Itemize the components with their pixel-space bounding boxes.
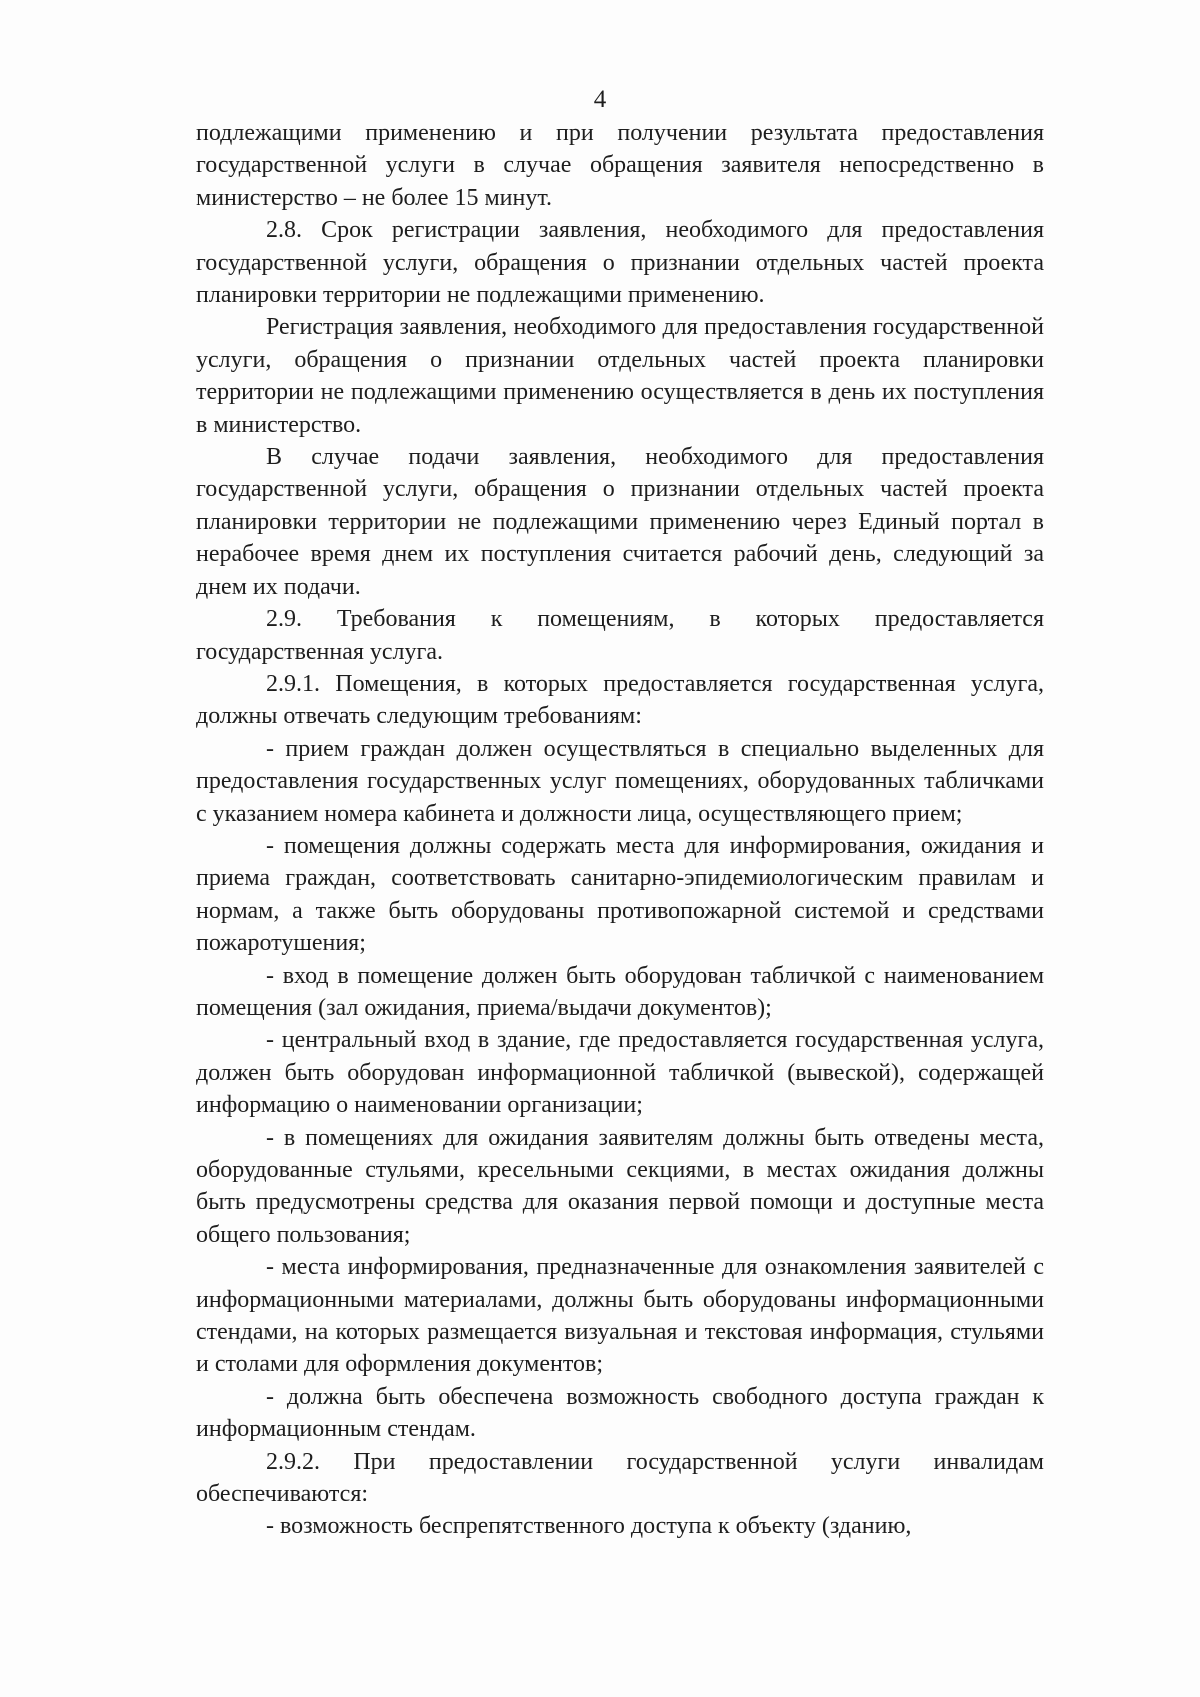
document-body xyxy=(196,117,1044,1543)
list-item: - возможность беспрепятственного доступа к объекту (зданию, xyxy=(266,1513,912,1540)
list-item: - места информирования, предназначенные для ознакомления заявителей с информационными материалами, должны быть оборудованы информационными стендами, на которых размещается визуальная и текстовая информация, стульями и столами для оформления документов; xyxy=(196,1254,1044,1378)
paragraph-2-9-1: 2.9.1. Помещения, в которых предоставляется государственная услуга, должны отвечать следующим требованиям: xyxy=(196,670,1044,730)
paragraph-continuation: подлежащими применению и при получении результата предоставления государственной услуги в случае обращения заявителя непосредственно в министерство – не более 15 минут. xyxy=(196,120,1044,211)
page-number: 4 xyxy=(593,86,607,113)
paragraph-single-portal: В случае подачи заявления, необходимого для предоставления государственной услуги, обращения о признании отдельных частей проекта планировки территории не подлежащими применению через Единый портал в нерабочее время днем их поступления считается рабочий день, следующий за днем их подачи. xyxy=(196,444,1044,600)
paragraph-2-8: 2.8. Срок регистрации заявления, необходимого для предоставления государственной услуги, обращения о признании отдельных частей проекта планировки территории не подлежащими применению. xyxy=(196,217,1044,309)
list-item: - должна быть обеспечена возможность свободного доступа граждан к информационным стендам. xyxy=(196,1383,1044,1443)
list-item: - в помещениях для ожидания заявителям должны быть отведены места, оборудованные стульями, кресельными секциями, в местах ожидания должны быть предусмотрены средства для оказания первой помощи и доступные места общего пользования; xyxy=(196,1124,1044,1248)
paragraph-2-9: 2.9. Требования к помещениям, в которых предоставляется государственная услуга. xyxy=(196,606,1044,665)
list-item: - прием граждан должен осуществляться в специально выделенных для предоставления государственных услуг помещениях, оборудованных табличками с указанием номера кабинета и должности лица, осуществляющего прием; xyxy=(196,735,1044,827)
list-item: - центральный вход в здание, где предоставляется государственная услуга, должен быть оборудован информационной табличкой (вывеской), содержащей информацию о наименовании организации; xyxy=(196,1027,1044,1119)
list-item: - вход в помещение должен быть оборудован табличкой с наименованием помещения (зал ожидания, приема/выдачи документов); xyxy=(196,962,1044,1021)
list-item: - помещения должны содержать места для информирования, ожидания и приема граждан, соответствовать санитарно-эпидемиологическим правилам и нормам, а также быть оборудованы противопожарной системой и средствами пожаротушения; xyxy=(196,832,1044,957)
paragraph-2-9-2: 2.9.2. При предоставлении государственной услуги инвалидам обеспечиваются: xyxy=(196,1448,1044,1508)
paragraph-registration: Регистрация заявления, необходимого для предоставления государственной услуги, обращения о признании отдельных частей проекта планировки территории не подлежащими применению осуществляется в день их поступления в министерство. xyxy=(196,314,1044,438)
